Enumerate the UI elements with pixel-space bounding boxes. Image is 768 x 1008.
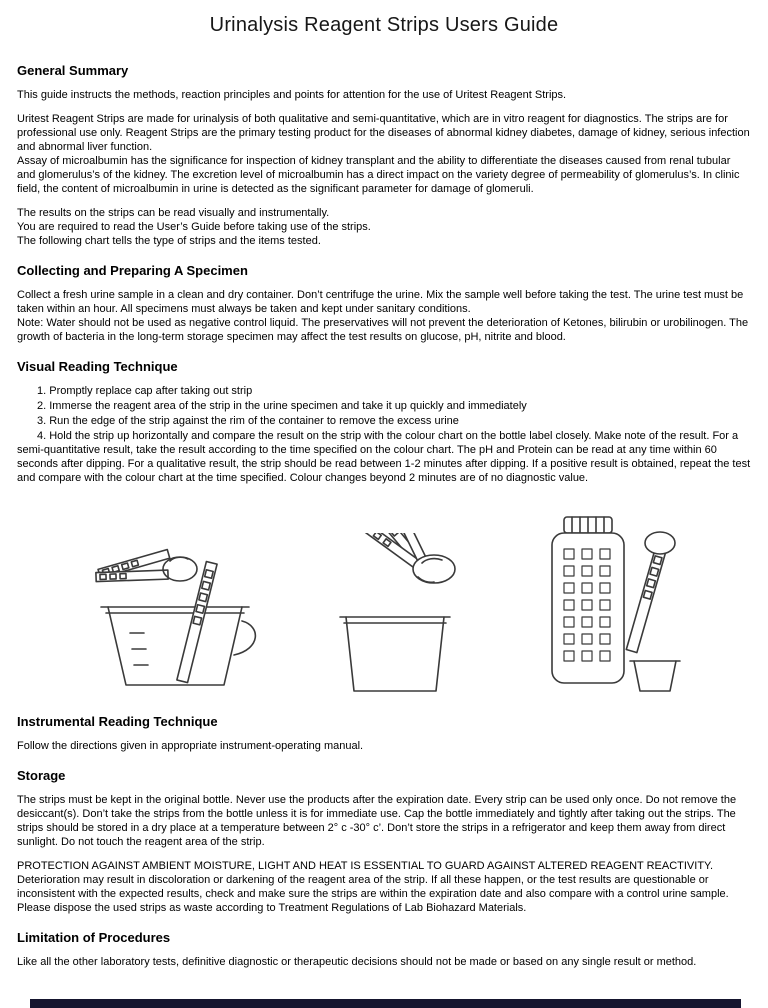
section-heading-specimen: Collecting and Preparing A Specimen <box>17 263 248 278</box>
paragraph-line: Assay of microalbumin has the significance for inspection of kidney transplant and the ability to differentiate the diseases caused from renal tubular and glomerulus’s of the kidney. The excretion level of microalbumin has a direct impact on the variety degree of permeability of glomerulus’s. In clinic field, the content of microalbumin in urine is detected as the significant parameter for damage of glomeruli. <box>17 155 740 195</box>
paragraph-line: Collect a fresh urine sample in a clean and dry container. Don’t centrifuge the urine. Mix the sample well before taking the test. The urine test must be taken within an hour. All specimens must always be taken and kept under sanitary conditions. <box>17 289 744 315</box>
figure-row <box>17 509 751 699</box>
list-item: 4. Hold the strip up horizontally and compare the result on the strip with the colour chart on the bottle label closely. Make note of the result. For a semi-quantitative result, take the result according to the time specified on the colour chart. The pH and Protein can be read at any time within 60 seconds after dipping. For a qualitative result, the strip should be read between 1-2 minutes after dipping. If a positive result is obtained, repeat the test and compare with the colour chart at the time specified. Colour changes beyond 2 minutes are of no diagnostic value. <box>17 430 751 484</box>
list-item: 3. Run the edge of the strip against the rim of the container to remove the excess urine <box>37 415 459 427</box>
section-visual-reading <box>17 359 751 699</box>
section-heading-storage: Storage <box>17 768 66 783</box>
section-heading-general-summary: General Summary <box>17 63 129 78</box>
section-instrumental-reading <box>17 714 751 753</box>
section-storage <box>17 768 751 915</box>
paragraph <box>17 288 751 344</box>
paragraph: This guide instructs the methods, reaction principles and points for attention for the use of Uritest Reagent Strips. <box>17 89 567 101</box>
figure-strip-in-cup-illustration <box>84 533 266 699</box>
paragraph: Follow the directions given in appropriate instrument-operating manual. <box>17 740 364 752</box>
figure-bottle-colour-chart-illustration <box>522 509 684 699</box>
numbered-list <box>17 384 751 485</box>
paragraph <box>17 112 751 196</box>
document-page <box>0 14 768 969</box>
section-heading-instrumental-reading: Instrumental Reading Technique <box>17 714 218 729</box>
list-item: 2. Immerse the reagent area of the strip in the urine specimen and take it up quickly and immediately <box>37 400 527 412</box>
paragraph-line: Uritest Reagent Strips are made for urinalysis of both qualitative and semi-quantitative, which are in vitro reagent for diagnostics. The strips are for professional use only. Reagent Strips are the primary testing product for the diseases of abnormal kidney diabetes, damage of kidney, serious infection and abnormal liver function. <box>17 113 750 153</box>
paragraph: Like all the other laboratory tests, definitive diagnostic or therapeutic decisions should not be made or based on any single result or method. <box>17 956 697 968</box>
section-general-summary <box>17 63 751 248</box>
section-heading-visual-reading: Visual Reading Technique <box>17 359 178 374</box>
paragraph-line: The results on the strips can be read visually and instrumentally. <box>17 207 330 219</box>
paragraph <box>17 206 751 248</box>
section-limitation <box>17 930 751 969</box>
paragraph-line: The following chart tells the type of strips and the items tested. <box>17 235 321 247</box>
paragraph-line: Note: Water should not be used as negative control liquid. The preservatives will not prevent the deterioration of Ketones, bilirubin or urobilinogen. The growth of bacteria in the long-term storage specimen may affect the test results on glucose, pH, nitrite and blood. <box>17 317 749 343</box>
paragraph: PROTECTION AGAINST AMBIENT MOISTURE, LIGHT AND HEAT IS ESSENTIAL TO GUARD AGAINST ALTERED REAGENT REACTIVITY. Deterioration may result in discoloration or darkening of the reagent area of the strip. If all these happen, or the test results are questionable or inconsistent with the expected results, check and make sure the strips are within the expiration date and also compare with a control urine sample. Please dispose the used strips as waste according to Treatment Regulations of Lab Biohazard Materials. <box>17 860 729 914</box>
section-heading-limitation: Limitation of Procedures <box>17 930 171 945</box>
page-title: Urinalysis Reagent Strips Users Guide <box>209 14 559 36</box>
figure-dipping-strip-illustration <box>304 533 484 699</box>
paragraph-line: You are required to read the User’s Guide before taking use of the strips. <box>17 221 371 233</box>
paragraph: The strips must be kept in the original bottle. Never use the products after the expiration date. Every strip can be used only once. Do not remove the desiccant(s). Don’t take the strips from the bottle unless it is for immediate use. Cap the bottle immediately and tightly after taking out the strips. The strips should be stored in a dry place at a temperature between 2° c -30° c’. Don’t store the strips in a refrigerator and keep them away from direct sunlight. Do not touch the reagent area of the strip. <box>17 794 737 848</box>
table-header-bar-partial <box>30 999 741 1008</box>
section-specimen <box>17 263 751 344</box>
list-item: 1. Promptly replace cap after taking out strip <box>37 385 253 397</box>
